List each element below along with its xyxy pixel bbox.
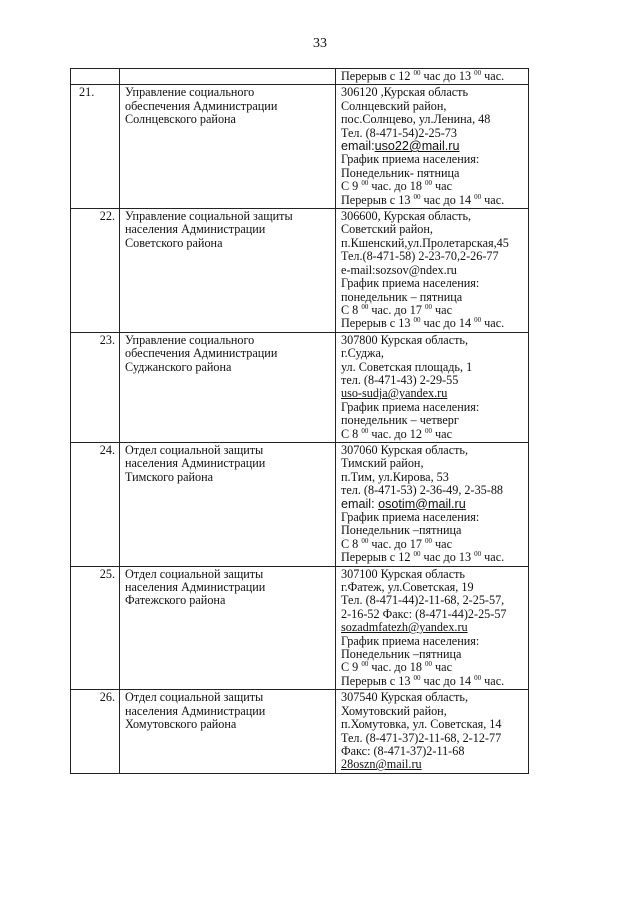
row-number-cell: 25. [71, 566, 120, 690]
text-fragment: п.Кшенский,ул.Пролетарская,45 [341, 235, 509, 250]
superscript-minutes: 00 [413, 316, 421, 325]
text-fragment: Советский район, [341, 222, 433, 237]
address-line [341, 758, 524, 771]
text-fragment: г.Суджа, [341, 346, 384, 361]
text-fragment: час. [481, 316, 505, 331]
text-fragment: час. [481, 192, 505, 207]
text-fragment: С 8 [341, 536, 362, 551]
address-cell [336, 85, 529, 209]
address-line [341, 180, 524, 193]
text-fragment: п.Хомутовка, ул. Советская, 14 [341, 717, 502, 732]
text-fragment: час. до 17 [368, 302, 425, 317]
text-fragment: Тел. (8-471-44)2-11-68, 2-25-57, [341, 593, 505, 608]
text-fragment: г.Фатеж, ул.Советская, 19 [341, 580, 474, 595]
row-number-cell [71, 69, 120, 85]
text-fragment: 307540 Курская область, [341, 690, 469, 705]
text-fragment: Перерыв с 12 [341, 550, 414, 565]
office-name-line: обеспечения Администрации [125, 346, 278, 361]
offices-table [70, 68, 529, 774]
superscript-minutes: 00 [413, 550, 421, 559]
text-fragment: График приема населения: [341, 152, 480, 167]
address-cell [336, 566, 529, 690]
text-fragment: ул. Советская площадь, 1 [341, 359, 473, 374]
text-fragment: Хомутовский район, [341, 703, 447, 718]
text-fragment: час до 14 [420, 316, 475, 331]
text-fragment: График приема населения: [341, 276, 480, 291]
text-fragment: 2-16-52 Факс: (8-471-44)2-25-57 [341, 606, 507, 621]
address-line [341, 317, 524, 330]
text-fragment: час [432, 426, 452, 441]
superscript-minutes: 00 [425, 536, 432, 545]
address-cell [336, 690, 529, 773]
address-line [341, 414, 524, 427]
address-line [341, 334, 524, 347]
text-fragment: С 8 [341, 302, 362, 317]
row-number-cell: 23. [71, 332, 120, 442]
superscript-minutes: 00 [425, 660, 432, 669]
superscript-minutes: 00 [425, 302, 432, 311]
text-fragment: График приема населения: [341, 633, 480, 648]
address-line [341, 608, 524, 621]
row-number-cell: 22. [71, 209, 120, 333]
superscript-minutes: 00 [474, 68, 482, 77]
address-line [341, 581, 524, 594]
row-number-cell: 26. [71, 690, 120, 773]
office-name-cell [120, 442, 336, 566]
continuation-row [71, 69, 529, 85]
email-link[interactable]: 28oszn@mail.ru [341, 757, 422, 772]
address-line [341, 635, 524, 648]
text-fragment: час до 14 [420, 673, 475, 688]
text-fragment: Понедельник –пятница [341, 647, 462, 662]
text-fragment: График приема населения: [341, 510, 480, 524]
office-name-line: Солнцевского района [125, 112, 236, 127]
superscript-minutes: 00 [361, 536, 369, 545]
address-line [341, 250, 524, 263]
email-link[interactable]: osotim@mail.ru [378, 496, 466, 511]
text-fragment: email: [341, 139, 375, 154]
address-line [341, 113, 524, 126]
address-line [341, 86, 524, 99]
text-fragment: 307100 Курская область [341, 566, 465, 581]
address-line [341, 361, 524, 374]
address-line [341, 291, 524, 304]
office-name-line: Управление социальной защиты [125, 209, 293, 224]
text-fragment: час [432, 536, 452, 551]
text-fragment: тел. (8-471-43) 2-29-55 [341, 372, 459, 387]
address-line [341, 347, 524, 360]
office-name-line: Отдел социальной защиты [125, 566, 264, 581]
address-line [341, 568, 524, 581]
text-fragment: Тел.(8-471-58) 2-23-70,2-26-77 [341, 249, 499, 264]
offices-table-body [71, 69, 529, 774]
row-number-cell: 24. [71, 442, 120, 566]
superscript-minutes: 00 [474, 316, 482, 325]
text-fragment: С 8 [341, 426, 362, 441]
office-name-cell [120, 332, 336, 442]
text-fragment: Перерыв с 13 [341, 316, 414, 331]
address-line [341, 675, 524, 688]
office-name-line: населения Администрации [125, 580, 266, 595]
text-fragment: Понедельник –пятница [341, 523, 462, 538]
address-line [341, 264, 524, 277]
address-line [341, 484, 524, 497]
address-line [341, 498, 524, 511]
table-row [71, 209, 529, 333]
superscript-minutes: 00 [361, 179, 369, 188]
page-number: 33 [313, 36, 327, 51]
table-row [71, 690, 529, 773]
text-fragment: С 9 [341, 179, 362, 194]
address-line [341, 661, 524, 674]
text-fragment: час. до 18 [368, 660, 425, 675]
office-name-line: Фатежского района [125, 593, 226, 608]
superscript-minutes: 00 [413, 673, 421, 682]
address-line [341, 194, 524, 207]
address-line [341, 127, 524, 140]
text-fragment: Понедельник- пятница [341, 165, 460, 180]
address-line [341, 100, 524, 113]
address-line [341, 237, 524, 250]
email-link[interactable]: sozadmfatezh@yandex.ru [341, 620, 468, 635]
address-line [341, 444, 524, 457]
address-cell [336, 209, 529, 333]
address-line [341, 621, 524, 634]
address-cell [336, 332, 529, 442]
superscript-minutes: 00 [413, 192, 421, 201]
office-name-line: населения Администрации [125, 222, 266, 237]
table-row [71, 85, 529, 209]
office-name-cell [120, 209, 336, 333]
email-link[interactable]: uso-sudja@yandex.ru [341, 386, 448, 401]
address-line [341, 718, 524, 731]
office-name-line: Отдел социальной защиты [125, 442, 264, 457]
office-name-line: Управление социального [125, 332, 255, 347]
address-line [341, 457, 524, 470]
text-fragment: График приема населения: [341, 399, 480, 414]
text-fragment: час. до 18 [368, 179, 425, 194]
office-name-line: Отдел социальной защиты [125, 690, 264, 705]
text-fragment: понедельник – пятница [341, 289, 463, 304]
address-line [341, 210, 524, 223]
office-name-line: Тимского района [125, 469, 214, 484]
text-fragment: С 9 [341, 660, 362, 675]
address-cell [336, 69, 529, 85]
table-row [71, 566, 529, 690]
address-cell [336, 442, 529, 566]
text-fragment: час [432, 660, 452, 675]
address-line [341, 745, 524, 758]
address-line [341, 140, 524, 153]
text-fragment: 306600, Курская область, [341, 209, 472, 224]
office-name-cell [120, 690, 336, 773]
text-fragment: час до 13 [420, 69, 475, 83]
text-fragment: пос.Солнцево, ул.Ленина, 48 [341, 112, 491, 127]
table-row [71, 442, 529, 566]
superscript-minutes: 00 [361, 426, 369, 435]
address-line [341, 223, 524, 236]
address-line [341, 277, 524, 290]
address-line [341, 401, 524, 414]
office-name-line: Хомутовского района [125, 717, 237, 732]
text-fragment: Тел. (8-471-54)2-25-73 [341, 125, 457, 140]
superscript-minutes: 00 [474, 192, 482, 201]
text-fragment: Тел. (8-471-37)2-11-68, 2-12-77 [341, 730, 502, 745]
text-fragment: час до 14 [420, 192, 475, 207]
text-fragment: Тимский район, [341, 456, 424, 471]
office-name-cell [120, 85, 336, 209]
address-line [341, 70, 524, 83]
text-fragment: час. [481, 550, 505, 565]
address-line [341, 471, 524, 484]
office-name-line: Советского района [125, 235, 223, 250]
office-name-line: обеспечения Администрации [125, 98, 278, 113]
address-line [341, 691, 524, 704]
office-name-line: населения Администрации [125, 703, 266, 718]
address-line [341, 153, 524, 166]
address-line [341, 705, 524, 718]
address-line [341, 732, 524, 745]
address-line [341, 511, 524, 524]
text-fragment: час. [481, 69, 505, 83]
row-number-cell: 21. [71, 85, 120, 209]
address-line [341, 428, 524, 441]
text-fragment: email: [341, 496, 379, 511]
office-name-line: Управление социального [125, 85, 255, 100]
text-fragment: Перерыв с 12 [341, 69, 414, 83]
email-link[interactable]: uso22@mail.ru [374, 139, 460, 154]
superscript-minutes: 00 [413, 68, 421, 77]
text-fragment: Перерыв с 13 [341, 673, 414, 688]
text-fragment: час [432, 302, 452, 317]
office-name-cell [120, 69, 336, 85]
text-fragment: тел. (8-471-53) 2-36-49, 2-35-88 [341, 483, 504, 498]
address-line [341, 387, 524, 400]
table-row [71, 332, 529, 442]
text-fragment: e-mail:sozsov@ndex.ru [341, 262, 457, 277]
text-fragment: час [432, 179, 452, 194]
office-name-line: Суджанского района [125, 359, 232, 374]
address-line [341, 374, 524, 387]
office-name-line: населения Администрации [125, 456, 266, 471]
text-fragment: 307060 Курская область, [341, 442, 469, 457]
text-fragment: час. до 17 [368, 536, 425, 551]
text-fragment: Перерыв с 13 [341, 192, 414, 207]
address-line [341, 524, 524, 537]
text-fragment: час. до 12 [368, 426, 425, 441]
address-line [341, 551, 524, 564]
text-fragment: 307800 Курская область, [341, 332, 469, 347]
superscript-minutes: 00 [474, 673, 482, 682]
text-fragment: Солнцевский район, [341, 98, 447, 113]
text-fragment: понедельник – четверг [341, 413, 459, 428]
office-name-cell [120, 566, 336, 690]
text-fragment: Факс: (8-471-37)2-11-68 [341, 743, 465, 758]
text-fragment: час. [481, 673, 505, 688]
text-fragment: 306120 ,Курская область [341, 85, 469, 100]
superscript-minutes: 00 [425, 426, 432, 435]
superscript-minutes: 00 [474, 550, 482, 559]
text-fragment: час до 13 [420, 550, 475, 565]
text-fragment: п.Тим, ул.Кирова, 53 [341, 469, 449, 484]
superscript-minutes: 00 [425, 179, 432, 188]
address-line [341, 594, 524, 607]
superscript-minutes: 00 [361, 302, 369, 311]
superscript-minutes: 00 [361, 660, 369, 669]
